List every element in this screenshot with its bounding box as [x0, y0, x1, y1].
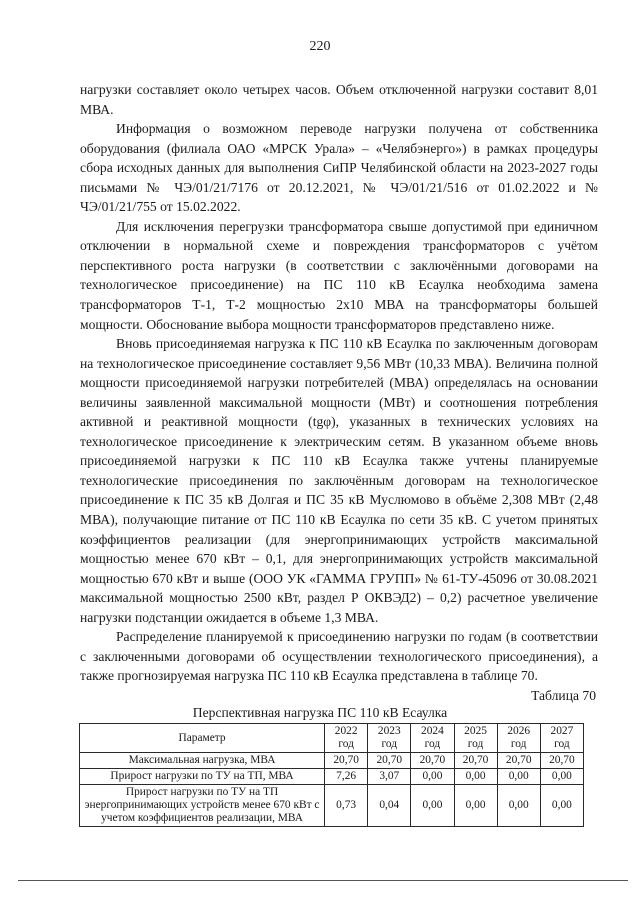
row-name: Прирост нагрузки по ТУ на ТП энергопринимающих устройств менее 670 кВт с учетом коэффициентов реализации, МВА [80, 785, 325, 827]
cell-value: 20,70 [368, 753, 411, 769]
paragraph: нагрузки составляет около четырех часов. Объем отключенной нагрузки составит 8,01 МВА. [80, 82, 598, 117]
cell-value: 20,70 [411, 753, 454, 769]
cell-value: 0,00 [411, 785, 454, 827]
year-header [540, 724, 583, 753]
cell-value: 20,70 [325, 753, 368, 769]
cell-value: 3,07 [368, 769, 411, 785]
body-text [80, 80, 598, 686]
year-value: 2022 [334, 725, 358, 737]
cell-value: 0,00 [540, 769, 583, 785]
cell-value: 0,00 [497, 769, 540, 785]
paragraph: Распределение планируемой к присоединению нагрузки по годам (в соответствии с заключенными договорами об осуществлении технологического присоединения), а также прогнозируемая нагрузка ПС 110 кВ Есаулка представлена в таблице 70. [80, 629, 598, 684]
cell-value: 0,00 [540, 785, 583, 827]
year-header [497, 724, 540, 753]
year-header [411, 724, 454, 753]
table-row [80, 753, 584, 769]
year-value: 2027 [550, 725, 574, 737]
cell-value: 20,70 [497, 753, 540, 769]
param-header: Параметр [80, 724, 325, 753]
cell-value: 0,00 [454, 785, 497, 827]
year-header [454, 724, 497, 753]
year-suffix: год [424, 738, 441, 750]
year-value: 2026 [507, 725, 531, 737]
paragraph: Для исключения перегрузки трансформатора свыше допустимой при единичном отключении в нормальной схеме и повреждения трансформаторов с учётом перспективного роста нагрузки (в соответствии с заключёнными договорами на технологическое присоединение) на ПС 110 кВ Есаулка необходима замена трансформаторов Т-1, Т-2 мощностью 2х10 МВА на трансформаторы большей мощности. Обоснование выбора мощности трансформаторов представлено ниже. [80, 218, 598, 332]
row-name: Прирост нагрузки по ТУ на ТП, МВА [80, 769, 325, 785]
year-suffix: год [510, 738, 527, 750]
table-row [80, 785, 584, 827]
row-name: Максимальная нагрузка, МВА [80, 753, 325, 769]
cell-value: 0,00 [497, 785, 540, 827]
year-value: 2023 [377, 725, 401, 737]
cell-value: 20,70 [540, 753, 583, 769]
cell-value: 7,26 [325, 769, 368, 785]
year-suffix: год [381, 738, 398, 750]
cell-value: 0,00 [454, 769, 497, 785]
paragraph: Информация о возможном переводе нагрузки получена от собственника оборудования (филиала ОАО «МРСК Урала» – «Челябэнерго») в рамках процедуры сбора исходных данных для выполнения СиПР Челябинской области на 2023-2027 годы письмами № ЧЭ/01/21/7176 от 20.12.2021, № ЧЭ/01/21/516 от 01.02.2022 и № ЧЭ/01/21/755 от 15.02.2022. [80, 121, 598, 215]
page-number: 220 [309, 39, 331, 54]
table-header-row [80, 724, 584, 753]
table-number-label: Таблица 70 [531, 688, 596, 703]
year-header [368, 724, 411, 753]
paragraph: Вновь присоединяемая нагрузка к ПС 110 кВ Есаулка по заключенным договорам на технологическое присоединение составляет 9,56 МВт (10,33 МВА). Величина полной мощности присоединяемой нагрузки потребителей (МВА) определялась на основании величины заявленной максимальной мощности (МВт) и соотношения потребления активной и реактивной мощности (tgφ), указанных в технических условиях на технологическое присоединение к электрическим сетям. В указанном объеме вновь присоединяемой нагрузки к ПС 110 кВ Есаулка также учтены планируемые технологические присоединения по заключённым договорам на технологическое присоединение к ПС 35 кВ Долгая и ПС 35 кВ Муслюмово в объёме 2,308 МВт (2,48 МВА), получающие питание от ПС 110 кВ Есаулка по сети 35 кВ. С учетом принятых коэффициентов реализации (для энергопринимающих устройств максимальной мощностью менее 670 кВт – 0,1, для энергопринимающих устройств максимальной мощностью 670 кВт и выше (ООО УК «ГАММА ГРУПП» № 61-ТУ-45096 от 30.08.2021 максимальной мощностью 2500 кВт, раздел Р ОКВЭД2) – 0,2) расчетное увеличение нагрузки подстанции ожидается в объеме 1,3 МВА. [80, 336, 598, 625]
year-suffix: год [467, 738, 484, 750]
year-header [325, 724, 368, 753]
cell-value: 20,70 [454, 753, 497, 769]
year-suffix: год [554, 738, 570, 750]
cell-value: 0,00 [411, 769, 454, 785]
load-table [79, 723, 584, 827]
year-value: 2025 [464, 725, 487, 737]
table-caption: Перспективная нагрузка ПС 110 кВ Есаулка [192, 705, 448, 720]
page-bottom-divider [18, 880, 628, 881]
year-value: 2024 [421, 725, 444, 737]
cell-value: 0,73 [325, 785, 368, 827]
year-suffix: год [338, 738, 354, 750]
cell-value: 0,04 [368, 785, 411, 827]
table-row [80, 769, 584, 785]
